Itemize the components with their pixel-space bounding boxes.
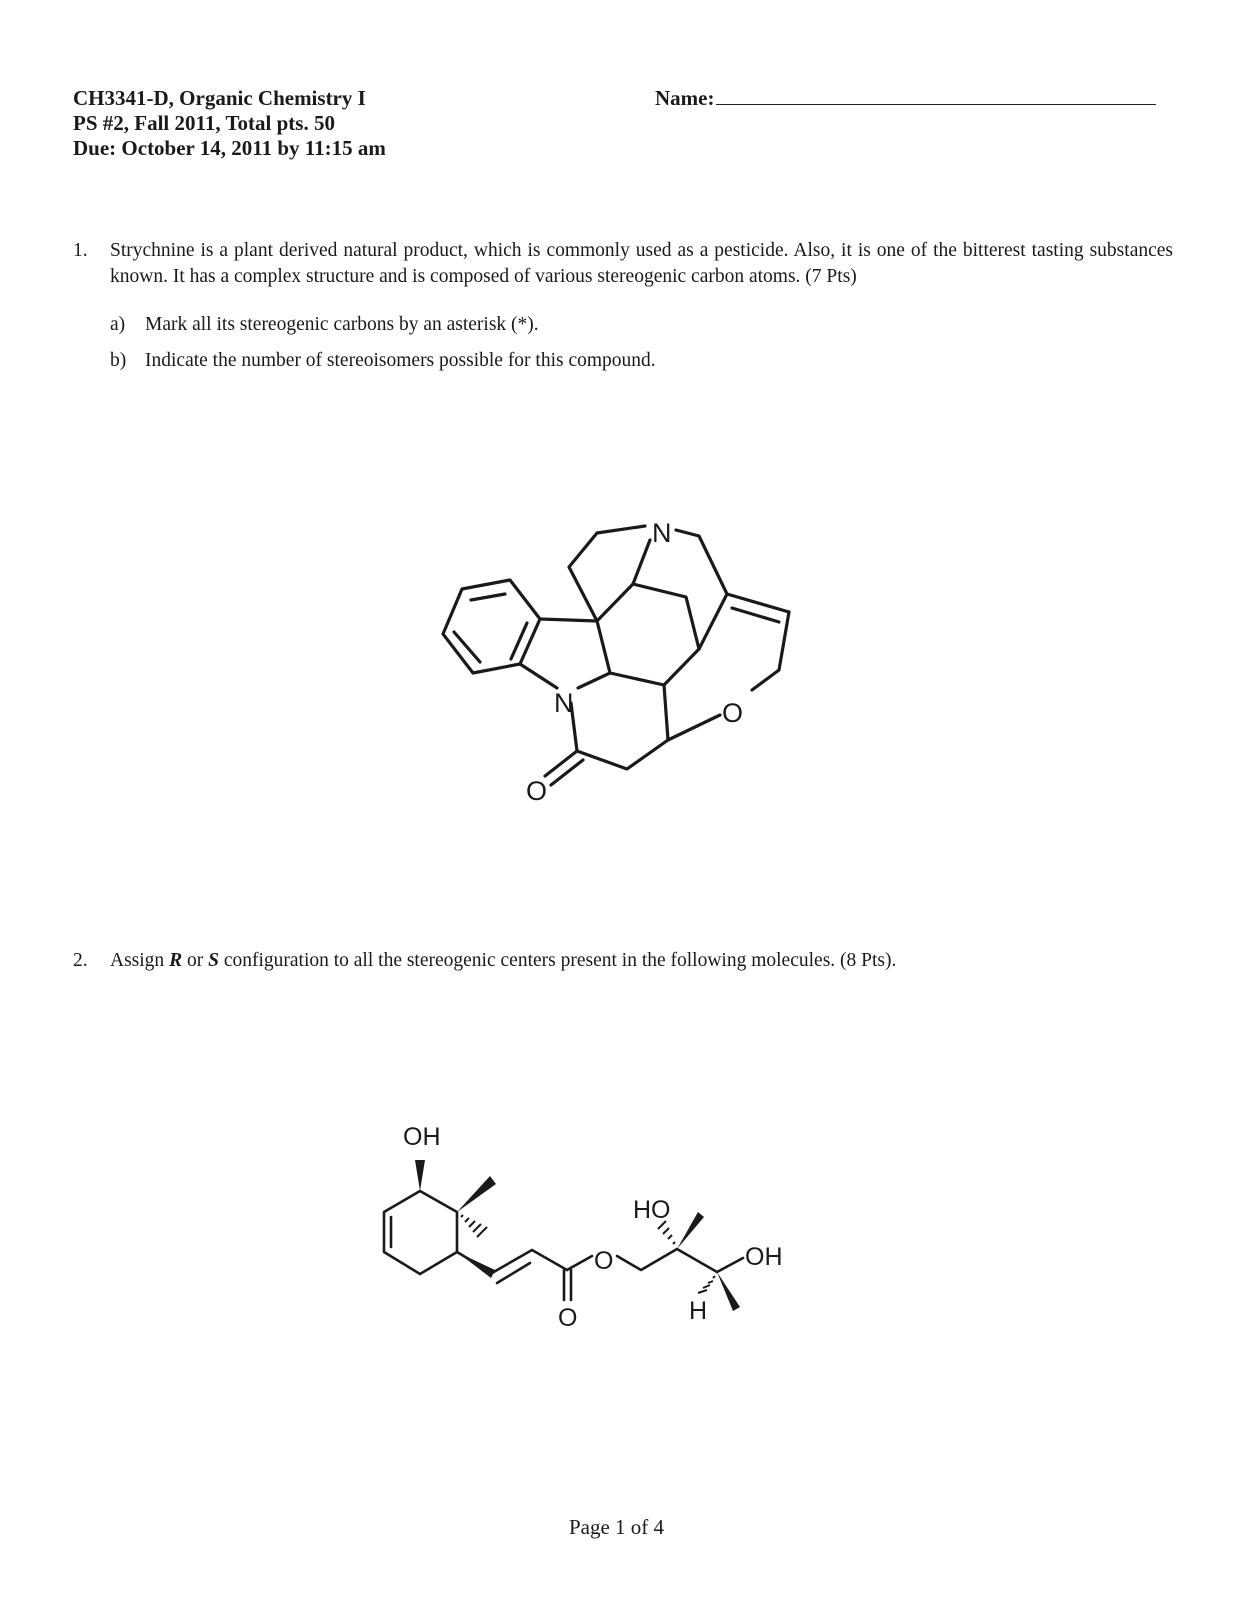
atom-label-o-ether: O: [722, 698, 744, 728]
part-text: Indicate the number of stereoisomers possible for this compound.: [145, 350, 656, 371]
atom-label-n-amine: N: [652, 518, 672, 548]
atom-label-ring-oh: OH: [403, 1123, 441, 1151]
question-number: 2.: [73, 950, 88, 971]
atom-label-n-amide: N: [554, 688, 574, 718]
s-label: S: [208, 950, 219, 971]
atom-label-oh: OH: [745, 1243, 783, 1271]
question-number: 1.: [73, 240, 88, 261]
part-label: b): [110, 350, 127, 371]
question-text: Strychnine is a plant derived natural product, which is commonly used as a pesticide. Also, it is one of the bitterest tasting substances known. It has a complex structure and is composed of various stereogenic carbon atoms. (7 Pts): [110, 240, 1173, 287]
r-label: R: [169, 950, 183, 971]
part-text: Mark all its stereogenic carbons by an asterisk (*).: [145, 314, 539, 335]
question-text-prefix: Assign: [110, 950, 170, 971]
atom-label-ester-o: O: [594, 1247, 614, 1275]
due-date: Due: October 14, 2011 by 11:15 am: [73, 136, 386, 160]
atom-label-h: H: [689, 1297, 708, 1325]
atom-label-o-carbonyl: O: [526, 776, 548, 806]
atom-label-carbonyl-o: O: [558, 1304, 578, 1332]
problem-set-info: PS #2, Fall 2011, Total pts. 50: [73, 111, 335, 135]
part-label: a): [110, 314, 126, 335]
course-title: CH3341-D, Organic Chemistry I: [73, 86, 366, 110]
question-text-suffix: configuration to all the stereogenic centers present in the following molecules. (8 Pts).: [218, 950, 897, 971]
atom-label-ho: HO: [633, 1196, 671, 1224]
or-text: or: [182, 950, 209, 971]
page-number: Page 1 of 4: [568, 1515, 665, 1539]
name-label: Name:: [655, 86, 715, 110]
